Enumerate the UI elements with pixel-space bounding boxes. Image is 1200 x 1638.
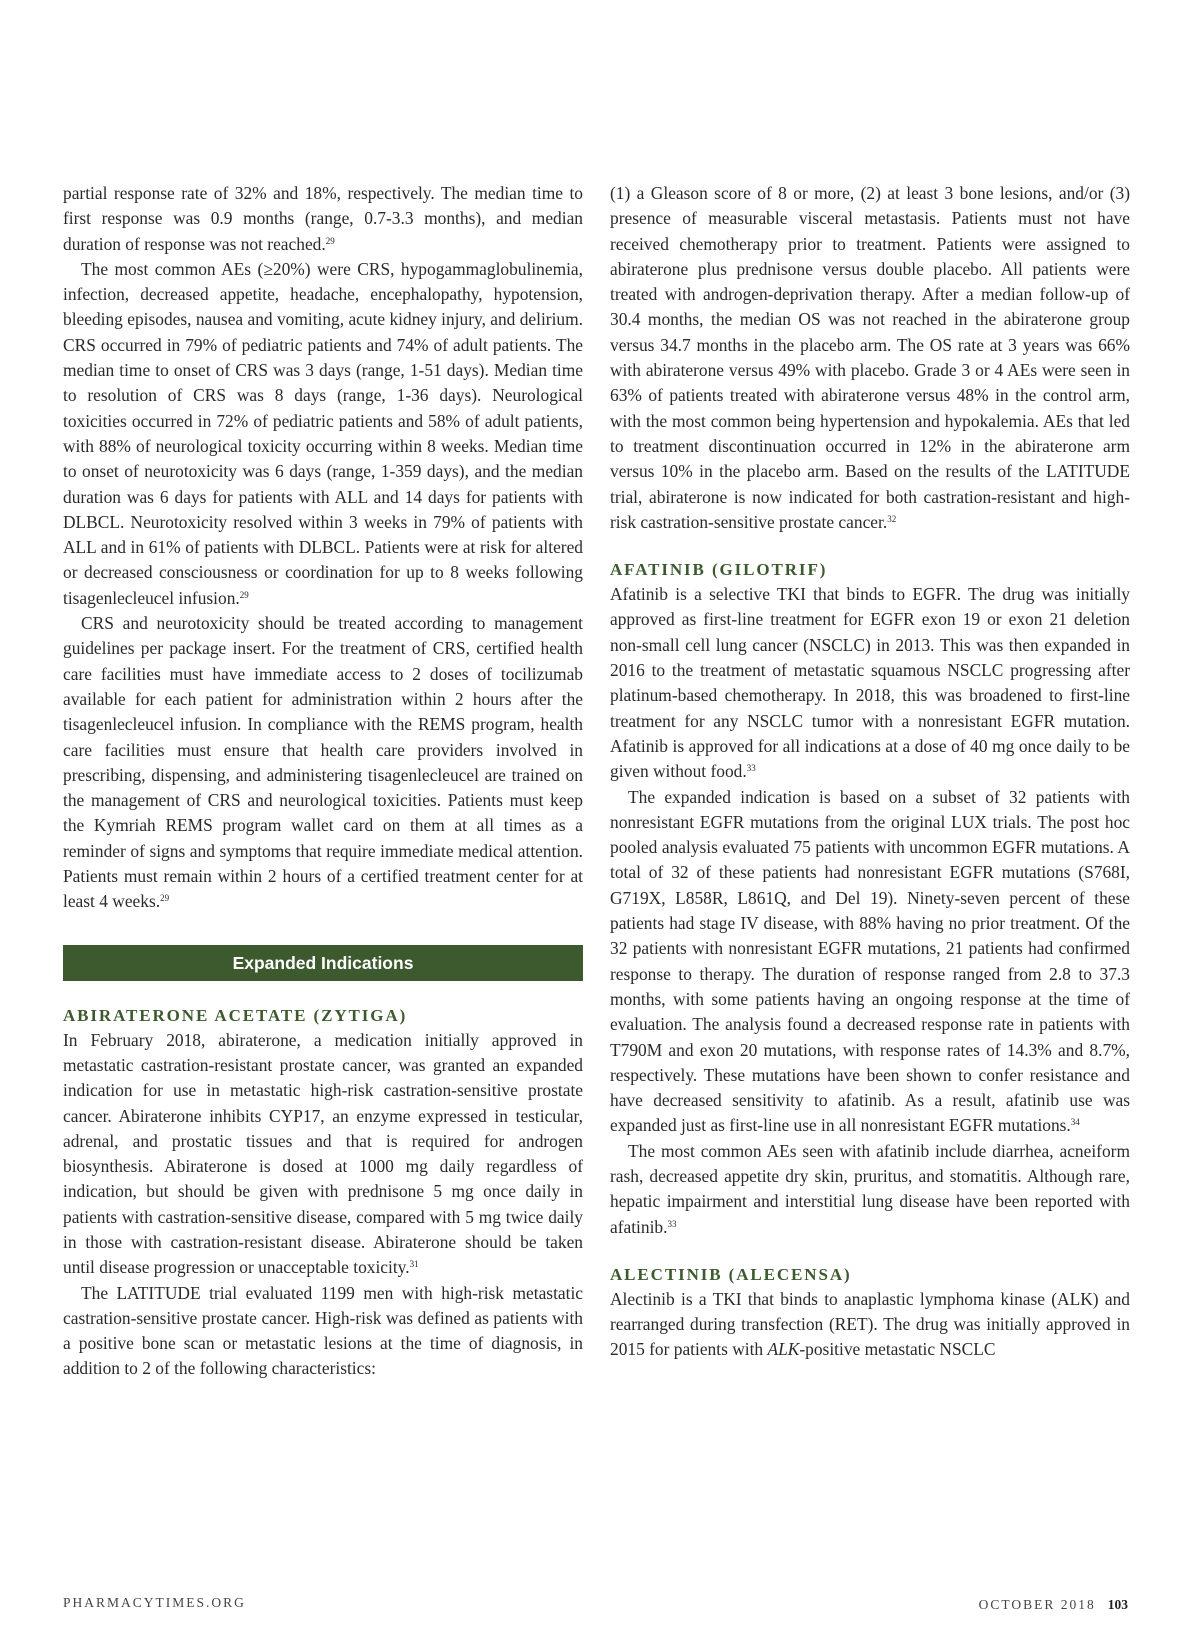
reference-superscript: 29 (239, 589, 249, 600)
footer-issue (979, 1597, 1128, 1613)
reference-superscript: 29 (325, 235, 335, 246)
paragraph: CRS and neurotoxicity should be treated according to management guidelines per package insert. For the treatment of CRS, certified health care facilities must have immediate access to 2 doses of tocilizumab available for each patient for administration within 2 hours after the tisagenlecleucel infusion. In compliance with the REMS program, health care facilities must ensure that health care providers involved in prescribing, dispensing, and administering tisagenlecleucel are trained on the management of CRS and neurological toxicities. Patients must keep the Kymriah REMS program wallet card on them at all times as a reminder of signs and symptoms that require immediate medical attention. Patients must remain within 2 hours of a certified treatment center for at least 4 weeks.$^{29}$ (63, 613, 583, 912)
footer-issue-date: OCTOBER 2018 (978, 1597, 1096, 1612)
footer-site: PHARMACYTIMES.ORG (63, 1595, 246, 1610)
paragraph: The most common AEs (≥20%) were CRS, hypogammaglobulinemia, infection, decreased appetite, headache, encephalopathy, hypotension, bleeding episodes, nausea and vomiting, acute kidney injury, and delirium. CRS occurred in 79% of pediatric patients and 74% of adult patients. The median time to onset of CRS was 3 days (range, 1-51 days). Median time to resolution of CRS was 8 days (range, 1-36 days). Neurological toxicities occurred in 72% of pediatric patients and 58% of adult patients, with 88% of neurological toxicity occurring within 8 weeks. Median time to onset of neurotoxicity was 6 days (range, 1-359 days), and the median duration was 6 days for patients with ALL and 14 days for patients with DLBCL. Neurotoxicity resolved within 3 weeks in 79% of patients with ALL and in 61% of patients with DLBCL. Patients were at risk for altered or decreased consciousness or coordination for up to 8 weeks following tisagenlecleucel infusion.$^{29}$ (63, 258, 583, 608)
paragraph: Afatinib is a selective TKI that binds to EGFR. The drug was initially approved as first-line treatment for EGFR exon 19 or exon 21 deletion non-small cell lung cancer (NSCLC) in 2013. This was then expanded in 2016 to the treatment of metastatic squamous NSCLC progressing after platinum-based chemotherapy. In 2018, this was broadened to first-line treatment for any NSCLC tumor with a nonresistant EGFR mutation. Afatinib is approved for all indications at a dose of 40 mg once daily to be given without food.$^{33}$ (610, 584, 1130, 782)
page-number: 103 (1107, 1597, 1128, 1612)
paragraph: The expanded indication is based on a subset of 32 patients with nonresistant EGFR mutations from the original LUX trials. The post hoc pooled analysis evaluated 75 patients with uncommon EGFR mutations. A total of 32 of these patients had nonresistant EGFR mutations (S768I, G719X, L858R, L861Q, and Del 19). Ninety-seven percent of these patients had stage IV disease, with 88% having no prior treatment. Of the 32 patients with nonresistant EGFR mutations, 21 patients had confirmed response to therapy. The duration of response ranged from 2.8 to 37.3 months, with some patients having an ongoing response at the time of evaluation. The analysis found a decreased response rate in patients with T790M and exon 20 mutations, with response rates of 14.3% and 8.7%, respectively. These mutations have been shown to confer resistance and have decreased sensitivity to afatinib. As a result, afatinib use was expanded just as first-line use in all nonresistant EGFR mutations.$^{34}$ (610, 786, 1130, 1136)
right-column (610, 181, 1130, 1363)
reference-superscript: 34 (1070, 1117, 1080, 1128)
drug-heading-afatinib: AFATINIB (GILOTRIF) (610, 560, 828, 580)
paragraph: In February 2018, abiraterone, a medication initially approved in metastatic castration-resistant prostate cancer, was granted an expanded indication for use in metastatic high-risk castration-sensitive prostate cancer. Abiraterone inhibits CYP17, an enzyme expressed in testicular, adrenal, and prostatic tissues and that is required for androgen biosynthesis. Abiraterone is dosed at 1000 mg daily regardless of indication, but should be given with prednisone 5 mg once daily in patients with castration-sensitive disease, compared with 5 mg twice daily in those with castration-resistant disease. Abiraterone should be taken until disease progression or unacceptable toxicity.$^{31}$ (63, 1029, 583, 1278)
reference-superscript: 32 (887, 513, 897, 524)
section-header-expanded-indications: Expanded Indications (63, 945, 583, 981)
paragraph: partial response rate of 32% and 18%, respectively. The median time to first response was 0.9 months (range, 0.7-3.3 months), and median duration of response was not reached.$^{29}$ (63, 183, 583, 254)
left-column (63, 181, 583, 1382)
reference-superscript: 33 (667, 1218, 677, 1229)
paragraph: The most common AEs seen with afatinib include diarrhea, acneiform rash, decreased appetite dry skin, pruritus, and stomatitis. Although rare, hepatic impairment and interstitial lung disease have been reported with afatinib.$^{33}$ (610, 1140, 1130, 1237)
reference-superscript: 29 (160, 893, 170, 904)
drug-heading-alectinib: ALECTINIB (ALECENSA) (610, 1264, 852, 1284)
reference-superscript: 31 (409, 1259, 419, 1270)
paragraph: The LATITUDE trial evaluated 1199 men with high-risk metastatic castration-sensitive prostate cancer. High-risk was defined as patients with a positive bone scan or metastatic lesions at the time of diagnosis, in addition to 2 of the following characteristics: (63, 1282, 583, 1379)
reference-superscript: 33 (746, 763, 756, 774)
drug-heading-abiraterone: ABIRATERONE ACETATE (ZYTIGA) (63, 1005, 408, 1025)
paragraph: Alectinib is a TKI that binds to anaplastic lymphoma kinase (ALK) and rearranged during transfection (RET). The drug was initially approved in 2015 for patients with ALK-positive metastatic NSCLC (610, 1288, 1130, 1360)
gene-name-italic: ALK (767, 1339, 800, 1360)
paragraph: (1) a Gleason score of 8 or more, (2) at least 3 bone lesions, and/or (3) presence of measurable visceral metastasis. Patients must not have received chemotherapy prior to treatment. Patients were assigned to abiraterone plus prednisone versus double placebo. All patients were treated with androgen-deprivation therapy. After a median follow-up of 30.4 months, the median OS was not reached in the abiraterone group versus 34.7 months in the placebo arm. The OS rate at 3 years was 66% with abiraterone versus 49% with placebo. Grade 3 or 4 AEs were seen in 63% of patients treated with abiraterone versus 48% in the control arm, with the most common being hypertension and hypokalemia. AEs that led to treatment discontinuation occurred in 12% in the abiraterone arm versus 10% in the placebo arm. Based on the results of the LATITUDE trial, abiraterone is now indicated for both castration-resistant and high-risk castration-sensitive prostate cancer.$^{32}$ (610, 183, 1130, 532)
